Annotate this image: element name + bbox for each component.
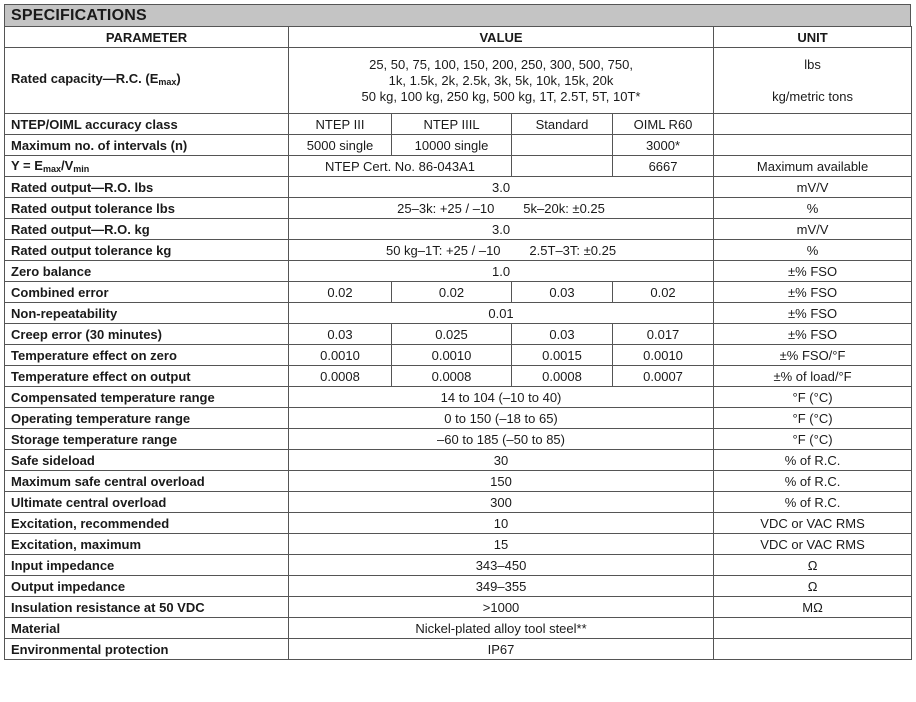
header-row [5, 27, 912, 48]
rated-capacity-label: Rated capacity—R.C. $(E_{max})$ [5, 48, 289, 114]
spec-row: Rated output—R.O. lbs 3.0 mV/V [5, 177, 912, 198]
accuracy-class-row: NTEP/OIML accuracy class NTEP III NTEP IIIL Standard OIML R60 [5, 114, 912, 135]
rated-capacity-value: 25, 50, 75, 100, 150, 200, 250, 300, 500, 750, 1k, 1.5k, 2k, 2.5k, 3k, 5k, 10k, 15k, 20k 50 kg, 100 kg, 250 kg, 500 kg, 1T, 2.5T, 5T, 10T* [289, 48, 714, 114]
specifications-table [4, 26, 912, 660]
y-ratio-label: $Y = E_{max}/V_{min}$ [5, 156, 289, 177]
max-intervals-row: Maximum no. of intervals (n) 5000 single 10000 single 3000* [5, 135, 912, 156]
y-ratio-row: $Y = E_{max}/V_{min}$ NTEP Cert. No. 86-043A1 6667 Maximum available [5, 156, 912, 177]
header-value: VALUE [289, 27, 714, 48]
spec-row: Material Nickel-plated alloy tool steel** [5, 618, 912, 639]
specifications-sheet [4, 4, 911, 660]
spec-row: Zero balance 1.0 ±% FSO [5, 261, 912, 282]
spec-row: Operating temperature range 0 to 150 (–18 to 65) °F (°C) [5, 408, 912, 429]
spec-row: Temperature effect on output 0.0008 0.0008 0.0008 0.0007 ±% of load/°F [5, 366, 912, 387]
spec-row: Excitation, maximum 15 VDC or VAC RMS [5, 534, 912, 555]
header-unit: UNIT [714, 27, 912, 48]
spec-row: Rated output—R.O. kg 3.0 mV/V [5, 219, 912, 240]
spec-row: Insulation resistance at 50 VDC >1000 MΩ [5, 597, 912, 618]
spec-row: Input impedance 343–450 Ω [5, 555, 912, 576]
combined-error-row: Combined error 0.02 0.02 0.03 0.02 ±% FSO [5, 282, 912, 303]
spec-row: Excitation, recommended 10 VDC or VAC RMS [5, 513, 912, 534]
spec-row: Rated output tolerance kg 50 kg–1T: +25 / –10 2.5T–3T: ±0.25 % [5, 240, 912, 261]
spec-row: Ultimate central overload 300 % of R.C. [5, 492, 912, 513]
spec-row: Rated output tolerance lbs 25–3k: +25 / –10 5k–20k: ±0.25 % [5, 198, 912, 219]
header-parameter: PARAMETER [5, 27, 289, 48]
non-repeatability-row: Non-repeatability 0.01 ±% FSO [5, 303, 912, 324]
rated-capacity-row [5, 48, 912, 114]
spec-row: Temperature effect on zero 0.0010 0.0010 0.0015 0.0010 ±% FSO/°F [5, 345, 912, 366]
spec-row: Maximum safe central overload 150 % of R.C. [5, 471, 912, 492]
spec-row: Creep error (30 minutes) 0.03 0.025 0.03 0.017 ±% FSO [5, 324, 912, 345]
spec-row: Safe sideload 30 % of R.C. [5, 450, 912, 471]
specifications-title: SPECIFICATIONS [4, 4, 911, 26]
spec-row: Storage temperature range –60 to 185 (–50 to 85) °F (°C) [5, 429, 912, 450]
spec-row: Compensated temperature range 14 to 104 (–10 to 40) °F (°C) [5, 387, 912, 408]
spec-row: Output impedance 349–355 Ω [5, 576, 912, 597]
spec-row: Environmental protection IP67 [5, 639, 912, 660]
rated-capacity-unit: lbs kg/metric tons [714, 48, 912, 114]
